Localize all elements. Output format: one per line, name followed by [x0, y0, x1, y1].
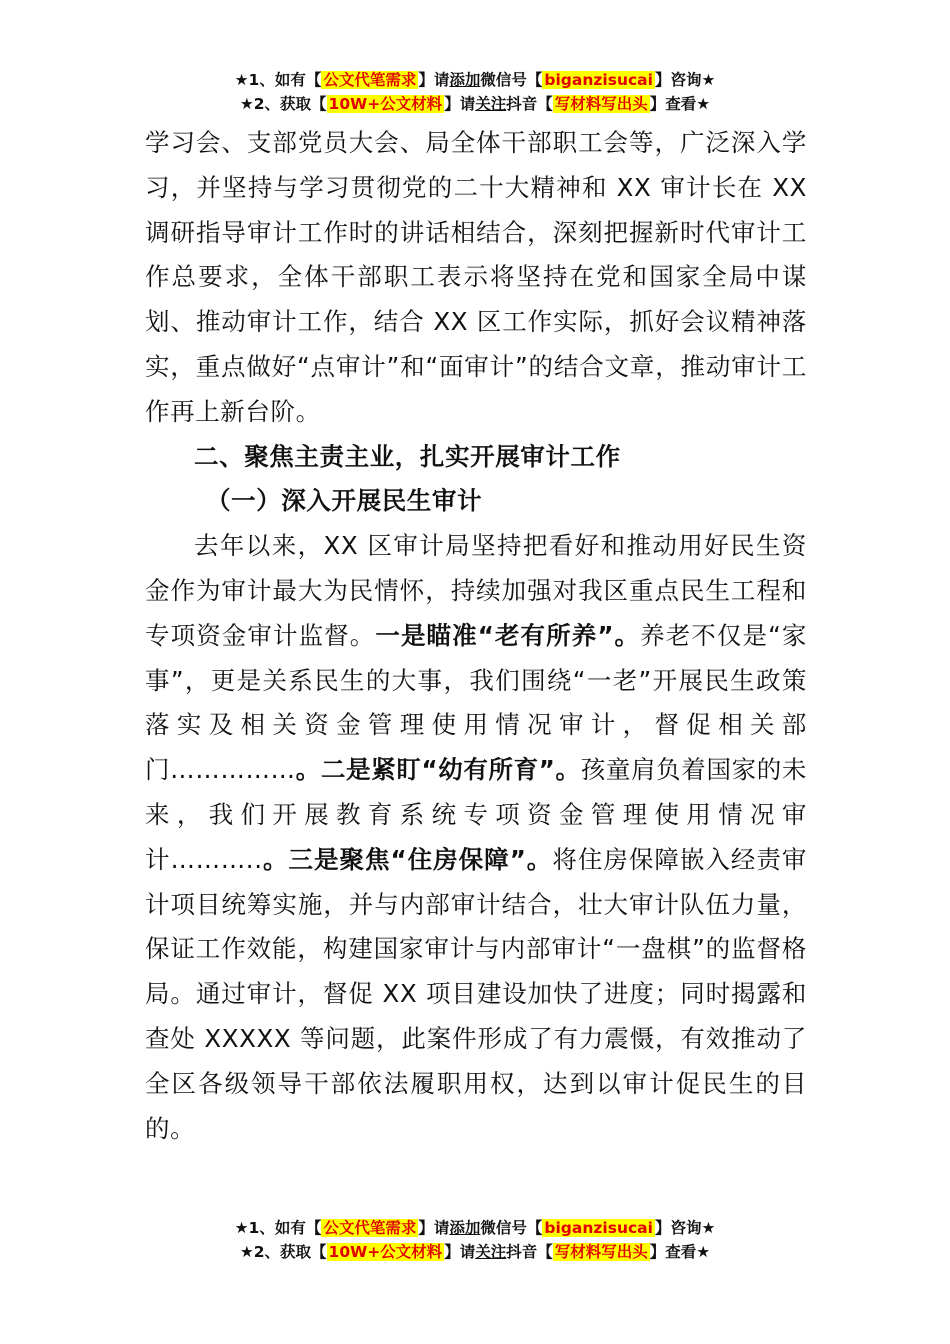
- highlight-materials: 10W+公文材料: [328, 1243, 443, 1261]
- banner-text: ★1、如有【: [234, 1219, 322, 1237]
- highlight-materials: 10W+公文材料: [328, 95, 443, 113]
- highlight-douyin: 写材料写出头: [554, 1243, 648, 1261]
- highlight-service: 公文代笔需求: [323, 71, 417, 89]
- paragraph-text: 去年以来，XX 区审计局坚持把看好和推动用好民生资金作为审计最大为民情怀，持续加强对我区重点民生工程和专项资金审计监督。: [145, 531, 807, 650]
- paragraph-livelihood-audit: [145, 524, 807, 1151]
- banner-text: 】咨询★: [654, 1219, 716, 1237]
- paragraph-intro: 学习会、支部党员大会、局全体干部职工会等，广泛深入学习，并坚持与学习贯彻党的二十大精神和 XX 审计长在 XX 调研指导审计工作时的讲话相结合，深刻把握新时代审计工作总要求，全体干部职工表示将坚持在党和国家全局中谋划、推动审计工作，结合 XX 区工作实际，抓好会议精神落实，重点做好“点审计”和“面审计”的结合文章，推动审计工作再上新台阶。: [145, 128, 807, 426]
- bold-point-3: 。三是聚焦“住房保障”。: [262, 844, 553, 874]
- banner-line-1: [0, 1216, 950, 1240]
- subsection-heading: （一）深入开展民生审计: [206, 486, 483, 516]
- banner-text: 】请: [418, 71, 450, 89]
- banner-underlined-text: 添加: [449, 1219, 481, 1237]
- banner-text: 微信号【: [480, 71, 543, 89]
- section-heading: 二、聚焦主责主业，扎实开展审计工作: [194, 441, 621, 471]
- paragraph-text: 孩童肩负着国家的未来，我们开展教育系统专项资金管理使用情况审计………..: [145, 755, 807, 874]
- banner-text: ★2、获取【: [239, 95, 327, 113]
- banner-text: 】咨询★: [654, 71, 716, 89]
- highlight-wechat-id: biganzisucai: [544, 71, 653, 89]
- banner-text: 】查看★: [649, 1243, 711, 1261]
- banner-text: ★1、如有【: [234, 71, 322, 89]
- banner-underlined-text: 添加: [449, 71, 481, 89]
- highlight-douyin: 写材料写出头: [554, 95, 648, 113]
- banner-line-2: [0, 1240, 950, 1264]
- bottom-banner: [0, 1216, 950, 1264]
- highlight-wechat-id: biganzisucai: [544, 1219, 653, 1237]
- bold-point-2: 。二是紧盯“幼有所育”。: [295, 755, 581, 785]
- banner-text: 】请: [444, 95, 476, 113]
- bold-point-1: 一是瞄准“老有所养”。: [375, 620, 641, 650]
- banner-line-1: [0, 68, 950, 92]
- banner-text: 微信号【: [480, 1219, 543, 1237]
- banner-text: ★2、获取【: [239, 1243, 327, 1261]
- highlight-service: 公文代笔需求: [323, 1219, 417, 1237]
- banner-text: 】查看★: [649, 95, 711, 113]
- document-body: [145, 121, 807, 1151]
- banner-underlined-text: 关注: [475, 1243, 507, 1261]
- banner-line-2: [0, 92, 950, 116]
- banner-text: 抖音【: [506, 95, 553, 113]
- top-banner: [0, 68, 950, 116]
- banner-text: 】请: [444, 1243, 476, 1261]
- banner-text: 抖音【: [506, 1243, 553, 1261]
- banner-underlined-text: 关注: [475, 95, 507, 113]
- paragraph-text: 将住房保障嵌入经责审计项目统筹实施，并与内部审计结合，壮大审计队伍力量，保证工作效能，构建国家审计与内部审计“一盘棋”的监督格局。通过审计，督促 XX 项目建设加快了进度；同时揭露和查处 XXXXX 等问题，此案件形成了有力震慑，有效推动了全区各级领导干部依法履职用权，达到以审计促民生的目的。: [145, 844, 808, 1143]
- banner-text: 】请: [418, 1219, 450, 1237]
- paragraph-text: 养老不仅是“家事”，更是关系民生的大事，我们围绕“一老”开展民生政策落实及相关资金管理使用情况审计，督促相关部门……………: [145, 620, 807, 785]
